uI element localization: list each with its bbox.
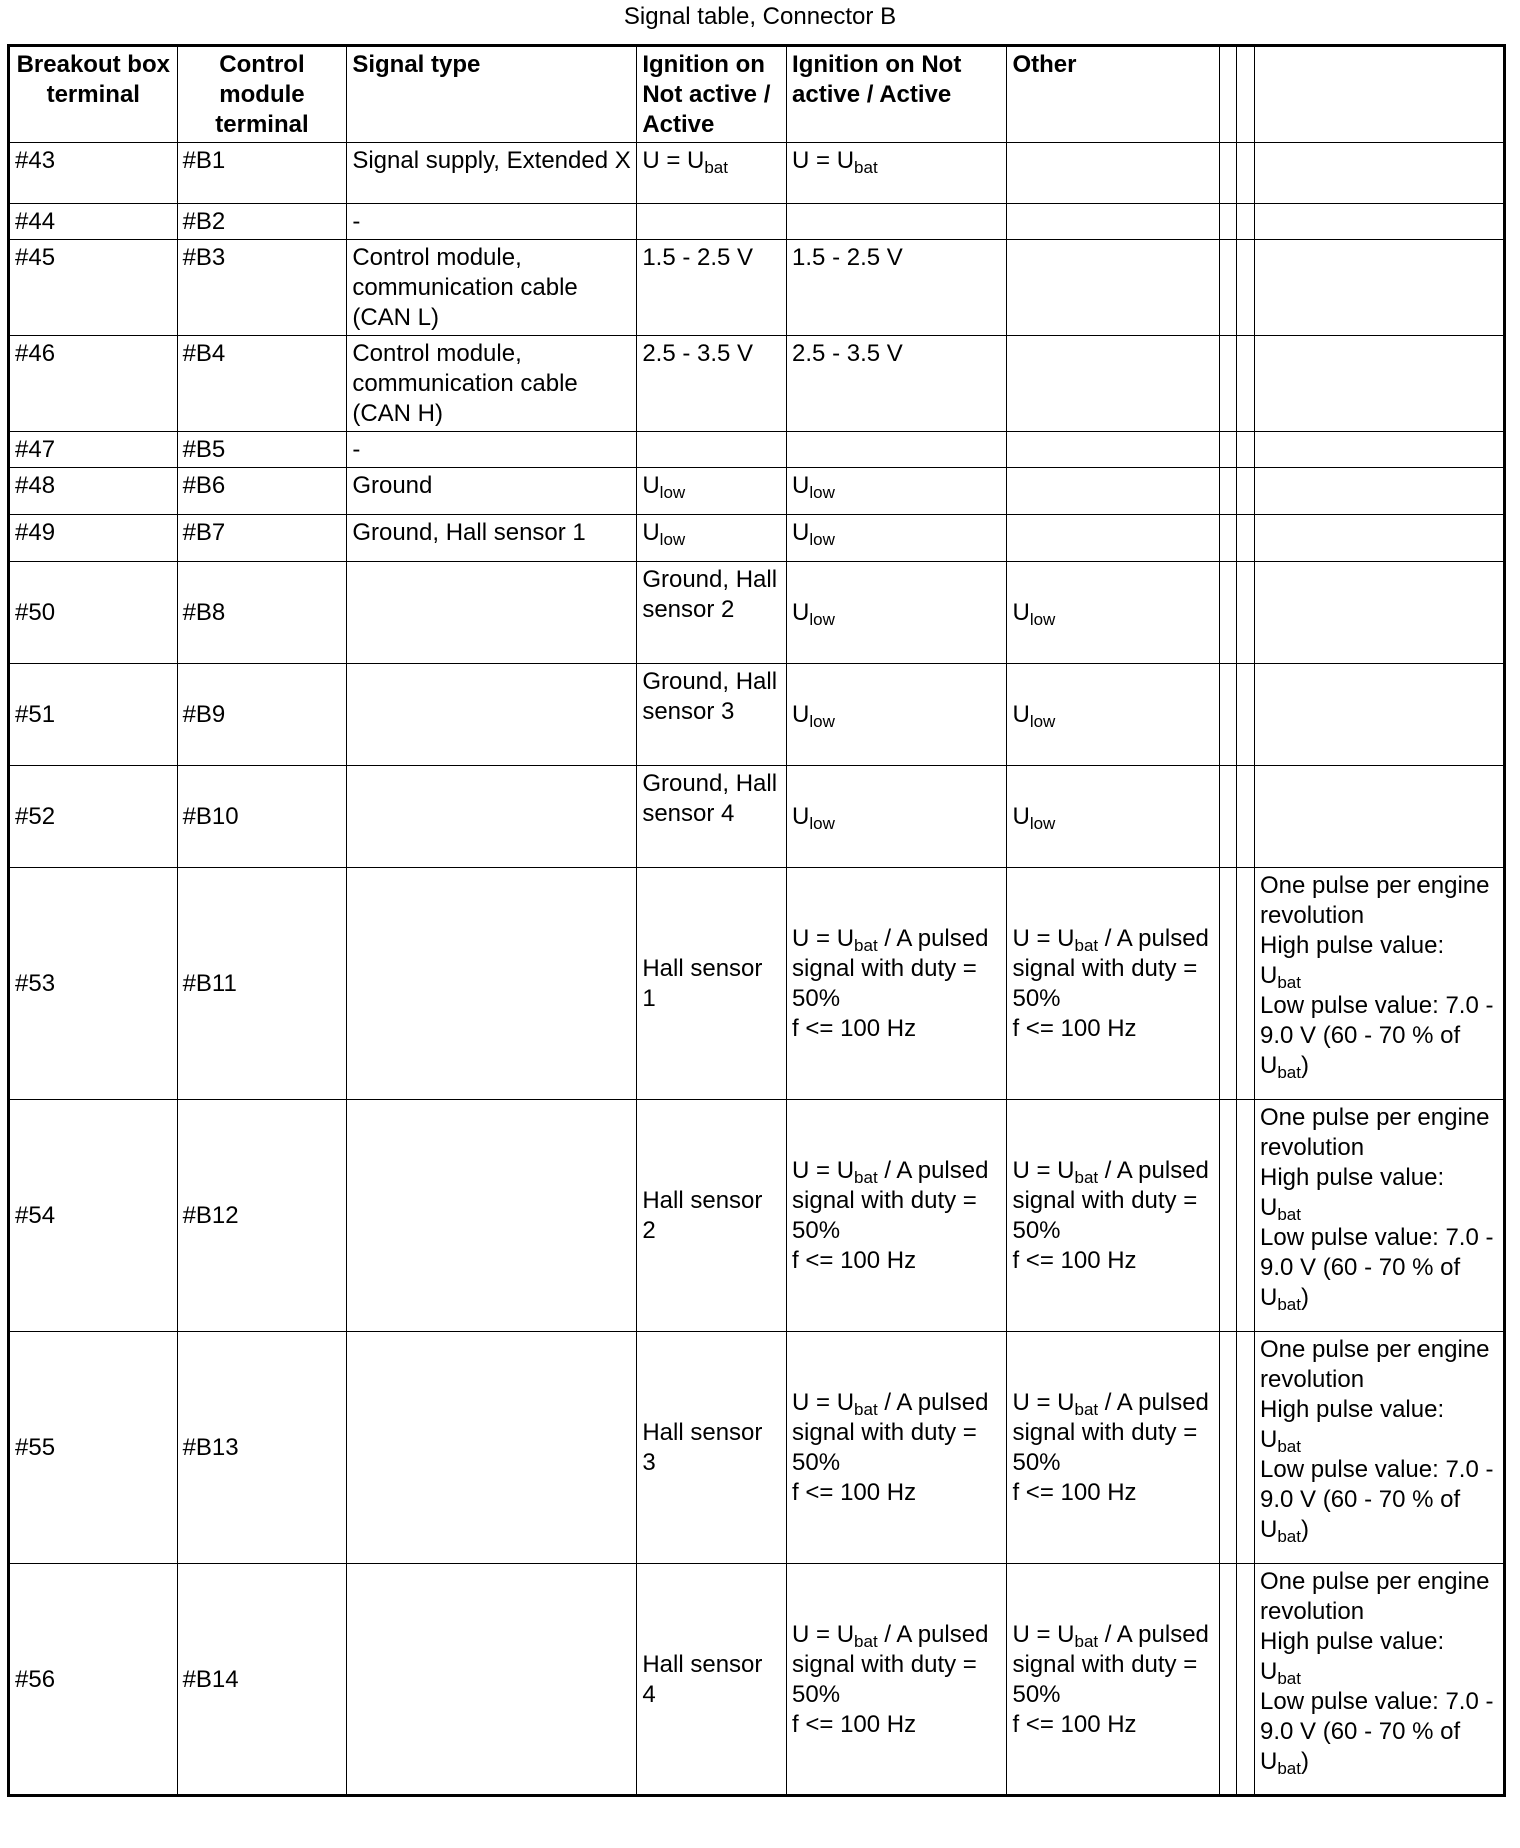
- pulse-text: U = U: [792, 1157, 855, 1184]
- other-cell: [1007, 204, 1219, 240]
- empty-cell: [1237, 1564, 1255, 1796]
- empty-cell: [1219, 204, 1237, 240]
- signal-type-cell: -: [347, 432, 637, 468]
- breakout-terminal-cell: #43: [9, 143, 178, 204]
- empty-cell: [1219, 515, 1237, 562]
- empty-cell: [1237, 664, 1255, 766]
- value-text: U: [792, 803, 810, 830]
- note-text: U: [1260, 1516, 1278, 1543]
- header-empty-2: [1237, 46, 1255, 143]
- breakout-terminal-cell: #49: [9, 515, 178, 562]
- note-text: ): [1300, 1516, 1309, 1543]
- note-subscript: bat: [1277, 1669, 1301, 1688]
- other-cell: [1007, 336, 1219, 432]
- table-row: [9, 240, 1505, 336]
- value-text: U: [792, 472, 810, 499]
- empty-cell: [1219, 143, 1237, 204]
- table-row: [9, 868, 1505, 1100]
- table-row: [9, 432, 1505, 468]
- ignition-value-2-cell: [787, 204, 1007, 240]
- other-cell: [1007, 664, 1219, 766]
- pulse-text: / A pulsed signal with duty = 50%: [1012, 1620, 1209, 1708]
- table-row: [9, 766, 1505, 868]
- breakout-terminal-cell: #45: [9, 240, 178, 336]
- other-cell: [1007, 1100, 1219, 1332]
- pulse-subscript: bat: [854, 1400, 878, 1419]
- breakout-terminal-cell: #50: [9, 562, 178, 664]
- empty-cell: [1237, 204, 1255, 240]
- table-row: [9, 143, 1505, 204]
- empty-cell: [1219, 562, 1237, 664]
- ignition-value-1-cell: [637, 143, 787, 204]
- module-terminal-cell: #B13: [177, 1332, 347, 1564]
- header-ignition-on-2: Ignition on Not active / Active: [787, 46, 1007, 143]
- pulse-text: U = U: [792, 1389, 855, 1416]
- note-text: ): [1300, 1748, 1309, 1775]
- ignition-value-1-cell: [637, 432, 787, 468]
- empty-cell: [1237, 143, 1255, 204]
- ignition-value-1-cell: 2.5 - 3.5 V: [637, 336, 787, 432]
- pulse-frequency: f <= 100 Hz: [1012, 1479, 1137, 1506]
- empty-cell: [1219, 468, 1237, 515]
- note-text: One pulse per engine revolution: [1260, 872, 1490, 929]
- ignition-value-1-cell: Ground, Hall sensor 4: [637, 766, 787, 868]
- ignition-value-2-cell: [787, 1100, 1007, 1332]
- note-text: U: [1260, 1426, 1278, 1453]
- module-terminal-cell: #B14: [177, 1564, 347, 1796]
- note-text: High pulse value:: [1260, 1628, 1445, 1655]
- ignition-value-2-cell: [787, 1564, 1007, 1796]
- other-cell: [1007, 240, 1219, 336]
- module-terminal-cell: #B2: [177, 204, 347, 240]
- empty-cell: [1255, 515, 1505, 562]
- pulse-text: U = U: [1012, 1157, 1075, 1184]
- note-subscript: bat: [1277, 1759, 1301, 1778]
- empty-cell: [1237, 868, 1255, 1100]
- empty-cell: [1219, 1100, 1237, 1332]
- empty-cell: [1255, 143, 1505, 204]
- note-cell: [1255, 1564, 1505, 1796]
- breakout-terminal-cell: #54: [9, 1100, 178, 1332]
- signal-type-cell: [347, 664, 637, 766]
- empty-cell: [1237, 432, 1255, 468]
- header-ignition-on-1: Ignition on Not active / Active: [637, 46, 787, 143]
- empty-cell: [1219, 240, 1237, 336]
- header-control-module-terminal: Control module terminal: [177, 46, 347, 143]
- ignition-value-1-cell: Ground, Hall sensor 3: [637, 664, 787, 766]
- signal-type-cell: [347, 1332, 637, 1564]
- module-terminal-cell: #B4: [177, 336, 347, 432]
- pulse-text: / A pulsed signal with duty = 50%: [792, 1620, 989, 1708]
- value-subscript: low: [659, 530, 686, 549]
- note-text: U: [1260, 962, 1278, 989]
- ignition-value-2-cell: [787, 468, 1007, 515]
- ignition-value-2-cell: [787, 1332, 1007, 1564]
- pulse-frequency: f <= 100 Hz: [1012, 1247, 1137, 1274]
- note-text: Low pulse value: 7.0 - 9.0 V (60 - 70 % of: [1260, 1224, 1494, 1281]
- breakout-terminal-cell: #55: [9, 1332, 178, 1564]
- ignition-value-2-cell: [787, 515, 1007, 562]
- ignition-value-1-cell: 1.5 - 2.5 V: [637, 240, 787, 336]
- module-terminal-cell: #B1: [177, 143, 347, 204]
- empty-cell: [1219, 664, 1237, 766]
- value-subscript: low: [809, 483, 835, 502]
- note-subscript: bat: [1277, 1527, 1301, 1546]
- note-text: U: [1260, 1658, 1278, 1685]
- ignition-value-2-cell: [787, 766, 1007, 868]
- pulse-text: U = U: [1012, 1620, 1075, 1648]
- module-terminal-cell: #B10: [177, 766, 347, 868]
- pulse-text: / A pulsed signal with duty = 50%: [1012, 1389, 1209, 1476]
- other-cell: [1007, 1332, 1219, 1564]
- pulse-text: U = U: [792, 925, 855, 952]
- value-text: U: [1012, 701, 1030, 728]
- note-subscript: bat: [1277, 1437, 1301, 1456]
- note-text: U: [1260, 1052, 1278, 1079]
- note-text: U: [1260, 1284, 1278, 1311]
- header-other: Other: [1007, 46, 1219, 143]
- empty-cell: [1255, 468, 1505, 515]
- module-terminal-cell: #B3: [177, 240, 347, 336]
- table-row: [9, 1564, 1505, 1796]
- pulse-frequency: f <= 100 Hz: [1012, 1710, 1137, 1738]
- value-text: U = U: [792, 147, 855, 174]
- ignition-value-1-cell: Hall sensor 4: [637, 1564, 787, 1796]
- table-row: [9, 664, 1505, 766]
- empty-cell: [1237, 468, 1255, 515]
- note-text: Low pulse value: 7.0 - 9.0 V (60 - 70 % of: [1260, 1688, 1494, 1745]
- signal-type-cell: [347, 766, 637, 868]
- note-subscript: bat: [1277, 1063, 1301, 1082]
- value-subscript: low: [809, 530, 835, 549]
- ignition-value-1-cell: [637, 204, 787, 240]
- note-subscript: bat: [1277, 1205, 1301, 1224]
- note-text: U: [1260, 1748, 1278, 1775]
- breakout-terminal-cell: #52: [9, 766, 178, 868]
- pulse-text: / A pulsed signal with duty = 50%: [792, 925, 989, 1012]
- empty-cell: [1237, 766, 1255, 868]
- ignition-value-1-cell: [637, 468, 787, 515]
- pulse-text: / A pulsed signal with duty = 50%: [792, 1389, 989, 1476]
- empty-cell: [1219, 1564, 1237, 1796]
- other-cell: [1007, 515, 1219, 562]
- ignition-value-2-cell: [787, 868, 1007, 1100]
- pulse-subscript: bat: [1074, 1168, 1099, 1187]
- empty-cell: [1255, 664, 1505, 766]
- pulse-text: / A pulsed signal with duty = 50%: [792, 1157, 989, 1244]
- value-text: U: [792, 519, 810, 546]
- value-subscript: low: [1029, 814, 1056, 833]
- empty-cell: [1255, 204, 1505, 240]
- note-text: Low pulse value: 7.0 - 9.0 V (60 - 70 % of: [1260, 1456, 1494, 1513]
- breakout-terminal-cell: #51: [9, 664, 178, 766]
- pulse-frequency: f <= 100 Hz: [792, 1247, 917, 1274]
- module-terminal-cell: #B12: [177, 1100, 347, 1332]
- signal-type-cell: [347, 1564, 637, 1796]
- header-empty-1: [1219, 46, 1237, 143]
- table-row: [9, 468, 1505, 515]
- value-text: U = U: [642, 147, 705, 174]
- value-text: U: [642, 519, 660, 546]
- table-row: [9, 336, 1505, 432]
- signal-type-cell: Control module, communication cable (CAN H): [347, 336, 637, 432]
- pulse-frequency: f <= 100 Hz: [792, 1015, 917, 1042]
- empty-cell: [1219, 868, 1237, 1100]
- empty-cell: [1237, 336, 1255, 432]
- empty-cell: [1255, 562, 1505, 664]
- value-subscript: bat: [704, 158, 728, 177]
- value-text: U: [1012, 599, 1030, 626]
- signal-type-cell: [347, 562, 637, 664]
- empty-cell: [1219, 1332, 1237, 1564]
- note-text: High pulse value:: [1260, 1396, 1445, 1423]
- ignition-value-2-cell: [787, 432, 1007, 468]
- pulse-subscript: bat: [1074, 936, 1099, 955]
- pulse-subscript: bat: [1074, 1400, 1099, 1419]
- value-subscript: bat: [854, 158, 878, 177]
- ignition-value-1-cell: Hall sensor 1: [637, 868, 787, 1100]
- value-subscript: low: [809, 610, 835, 629]
- breakout-terminal-cell: #46: [9, 336, 178, 432]
- table-row: [9, 204, 1505, 240]
- module-terminal-cell: #B11: [177, 868, 347, 1100]
- header-empty-3: [1255, 46, 1505, 143]
- table-row: [9, 1100, 1505, 1332]
- empty-cell: [1237, 1332, 1255, 1564]
- empty-cell: [1237, 1100, 1255, 1332]
- signal-type-cell: Ground: [347, 468, 637, 515]
- empty-cell: [1219, 336, 1237, 432]
- signal-type-cell: Signal supply, Extended X: [347, 143, 637, 204]
- signal-type-cell: [347, 1100, 637, 1332]
- pulse-text: U = U: [792, 1620, 855, 1648]
- pulse-text: U = U: [1012, 1389, 1075, 1416]
- empty-cell: [1255, 432, 1505, 468]
- ignition-value-2-cell: [787, 143, 1007, 204]
- table-row: [9, 515, 1505, 562]
- value-text: U: [792, 599, 810, 626]
- pulse-frequency: f <= 100 Hz: [792, 1479, 917, 1506]
- ignition-value-2-cell: [787, 562, 1007, 664]
- header-signal-type: Signal type: [347, 46, 637, 143]
- pulse-text: / A pulsed signal with duty = 50%: [1012, 925, 1209, 1012]
- empty-cell: [1255, 766, 1505, 868]
- pulse-subscript: bat: [854, 936, 878, 955]
- value-text: U: [1012, 803, 1030, 830]
- pulse-text: U = U: [1012, 925, 1075, 952]
- note-cell: [1255, 1332, 1505, 1564]
- ignition-value-2-cell: [787, 664, 1007, 766]
- other-cell: [1007, 432, 1219, 468]
- module-terminal-cell: #B9: [177, 664, 347, 766]
- note-cell: [1255, 868, 1505, 1100]
- module-terminal-cell: #B7: [177, 515, 347, 562]
- breakout-terminal-cell: #47: [9, 432, 178, 468]
- other-cell: [1007, 468, 1219, 515]
- value-subscript: low: [809, 814, 835, 833]
- module-terminal-cell: #B6: [177, 468, 347, 515]
- note-cell: [1255, 1100, 1505, 1332]
- ignition-value-1-cell: Hall sensor 2: [637, 1100, 787, 1332]
- note-text: High pulse value:: [1260, 932, 1445, 959]
- value-subscript: low: [659, 483, 686, 502]
- value-subscript: low: [1029, 610, 1056, 629]
- empty-cell: [1219, 766, 1237, 868]
- ignition-value-2-cell: 2.5 - 3.5 V: [787, 336, 1007, 432]
- other-cell: [1007, 562, 1219, 664]
- pulse-frequency: f <= 100 Hz: [792, 1710, 917, 1738]
- note-text: One pulse per engine revolution: [1260, 1104, 1490, 1161]
- signal-table: [7, 44, 1506, 1797]
- pulse-frequency: f <= 100 Hz: [1012, 1015, 1137, 1042]
- ignition-value-2-cell: 1.5 - 2.5 V: [787, 240, 1007, 336]
- empty-cell: [1255, 336, 1505, 432]
- ignition-value-1-cell: Ground, Hall sensor 2: [637, 562, 787, 664]
- header-breakout-terminal: Breakout box terminal: [9, 46, 178, 143]
- signal-type-cell: Ground, Hall sensor 1: [347, 515, 637, 562]
- breakout-terminal-cell: #44: [9, 204, 178, 240]
- empty-cell: [1237, 515, 1255, 562]
- empty-cell: [1219, 432, 1237, 468]
- note-text: ): [1300, 1052, 1309, 1079]
- empty-cell: [1237, 562, 1255, 664]
- value-text: U: [642, 472, 660, 499]
- breakout-terminal-cell: #48: [9, 468, 178, 515]
- value-subscript: low: [1029, 712, 1056, 731]
- module-terminal-cell: #B8: [177, 562, 347, 664]
- pulse-text: / A pulsed signal with duty = 50%: [1012, 1157, 1209, 1244]
- pulse-subscript: bat: [1074, 1631, 1099, 1651]
- note-text: ): [1300, 1284, 1309, 1311]
- header-row: [9, 46, 1505, 143]
- breakout-terminal-cell: #56: [9, 1564, 178, 1796]
- ignition-value-1-cell: Hall sensor 3: [637, 1332, 787, 1564]
- other-cell: [1007, 1564, 1219, 1796]
- other-cell: [1007, 143, 1219, 204]
- empty-cell: [1255, 240, 1505, 336]
- value-text: U: [792, 701, 810, 728]
- signal-type-cell: [347, 868, 637, 1100]
- note-text: High pulse value:: [1260, 1164, 1445, 1191]
- table-row: [9, 562, 1505, 664]
- signal-type-cell: -: [347, 204, 637, 240]
- ignition-value-1-cell: [637, 515, 787, 562]
- breakout-terminal-cell: #53: [9, 868, 178, 1100]
- other-cell: [1007, 766, 1219, 868]
- other-cell: [1007, 868, 1219, 1100]
- pulse-subscript: bat: [854, 1631, 878, 1651]
- empty-cell: [1237, 240, 1255, 336]
- note-subscript: bat: [1277, 1295, 1301, 1314]
- note-text: U: [1260, 1194, 1278, 1221]
- table-caption: Signal table, Connector B: [623, 3, 897, 30]
- note-text: Low pulse value: 7.0 - 9.0 V (60 - 70 % of: [1260, 992, 1494, 1049]
- table-row: [9, 1332, 1505, 1564]
- signal-type-cell: Control module, communication cable (CAN L): [347, 240, 637, 336]
- module-terminal-cell: #B5: [177, 432, 347, 468]
- note-text: One pulse per engine revolution: [1260, 1336, 1490, 1393]
- note-subscript: bat: [1277, 973, 1301, 992]
- note-text: One pulse per engine revolution: [1260, 1568, 1490, 1625]
- value-subscript: low: [809, 712, 835, 731]
- pulse-subscript: bat: [854, 1168, 878, 1187]
